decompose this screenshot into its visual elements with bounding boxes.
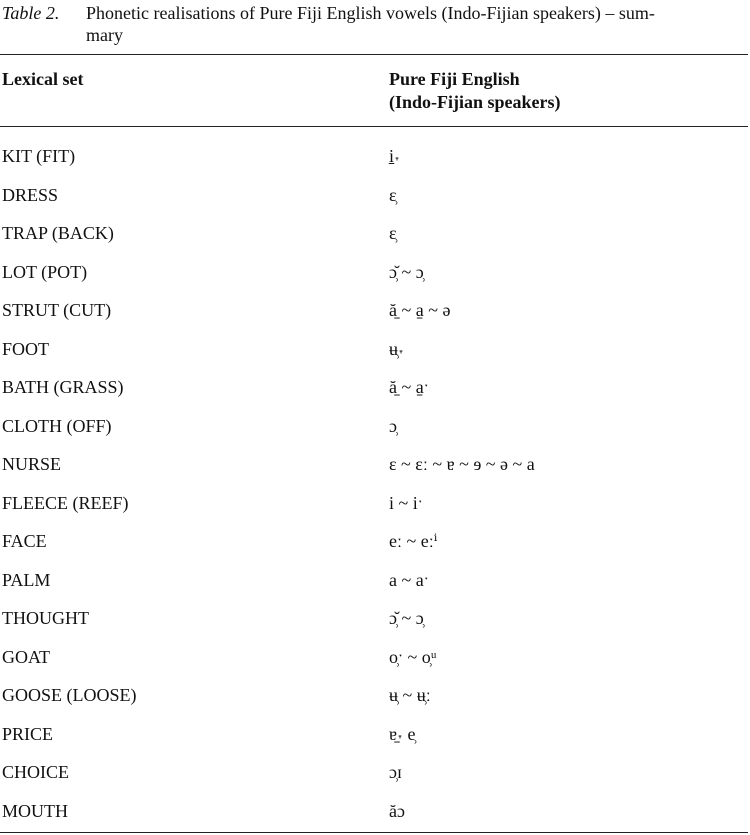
- lexical-set-cell: PRICE: [2, 723, 54, 744]
- realisation-cell: ăɔ: [389, 800, 405, 821]
- lexical-set-cell: FLEECE (REEF): [2, 492, 129, 513]
- realisation-cell: ă̠ ~ a̠ˑ: [389, 377, 429, 397]
- lexical-set-cell: CLOTH (OFF): [2, 415, 112, 436]
- table-row: [0, 255, 748, 294]
- table-row: [0, 486, 748, 525]
- realisation-cell: ɛ̹: [389, 184, 397, 205]
- realisation-cell: ʉ̹˕: [389, 338, 404, 359]
- table-row: [0, 332, 748, 371]
- table-row: [0, 447, 748, 486]
- lexical-set-cell: DRESS: [2, 184, 59, 205]
- table-row: [0, 139, 748, 178]
- caption-text-2: mary: [86, 25, 123, 45]
- realisation-cell: ɔ̹: [389, 415, 397, 436]
- realisation-cell: eː ~ eːⁱ: [389, 531, 438, 551]
- table-row: [0, 524, 748, 563]
- top-rule: [0, 54, 748, 55]
- table-caption: [2, 2, 746, 46]
- lexical-set-cell: GOOSE (LOOSE): [2, 685, 137, 705]
- table-row: [0, 563, 748, 602]
- table-number: Table 2.: [2, 3, 60, 23]
- header-rule: [0, 126, 748, 127]
- header-pure-fiji-english: [389, 68, 561, 114]
- lexical-set-cell: FACE: [2, 531, 47, 551]
- header-lexical-set: Lexical set: [2, 69, 84, 89]
- table-row: [0, 717, 748, 756]
- lexical-set-cell: STRUT (CUT): [2, 300, 112, 320]
- realisation-cell: ɛ ~ ɛː ~ ɐ ~ ɘ ~ ə ~ a: [389, 454, 535, 474]
- table-row: [0, 794, 748, 833]
- table-row: [0, 755, 748, 794]
- lexical-set-cell: KIT (FIT): [2, 146, 76, 166]
- realisation-cell: ʉ̹ ~ ʉ̹ː: [389, 685, 431, 705]
- table-row: [0, 293, 748, 332]
- caption-line-1: [2, 2, 746, 24]
- header-col2-line1: Pure Fiji English: [389, 69, 520, 89]
- bottom-rule: [0, 832, 748, 833]
- lexical-set-cell: LOT (POT): [2, 261, 88, 282]
- lexical-set-cell: MOUTH: [2, 800, 68, 821]
- table-body: [0, 139, 748, 832]
- table-row: [0, 601, 748, 640]
- realisation-cell: a ~ aˑ: [389, 569, 429, 590]
- table-row: [0, 216, 748, 255]
- realisation-cell: o̹ˑ ~ o̹ᵘ: [389, 646, 437, 667]
- lexical-set-cell: CHOICE: [2, 762, 69, 782]
- table-row: [0, 370, 748, 409]
- realisation-cell: ɐ̠˕ e̹: [389, 723, 416, 744]
- header-col2-line2: (Indo-Fijian speakers): [389, 92, 561, 112]
- lexical-set-cell: FOOT: [2, 338, 50, 359]
- realisation-cell: ɔ̹ɪ: [389, 762, 402, 782]
- table-row: [0, 640, 748, 679]
- realisation-cell: ɔ̹̆ ~ ɔ̹: [389, 608, 424, 628]
- lexical-set-cell: TRAP (BACK): [2, 223, 114, 243]
- realisation-cell: ɛ̹: [389, 223, 397, 243]
- realisation-cell: i̠˕: [389, 146, 400, 166]
- table-row: [0, 678, 748, 717]
- lexical-set-cell: THOUGHT: [2, 608, 89, 628]
- realisation-cell: ɔ̹̆ ~ ɔ̹: [389, 261, 424, 282]
- lexical-set-cell: PALM: [2, 569, 51, 590]
- table-row: [0, 409, 748, 448]
- lexical-set-cell: GOAT: [2, 646, 50, 667]
- realisation-cell: i ~ iˑ: [389, 492, 423, 513]
- realisation-cell: ă̠ ~ a̠ ~ ə: [389, 300, 451, 320]
- lexical-set-cell: NURSE: [2, 454, 62, 474]
- lexical-set-cell: BATH (GRASS): [2, 377, 124, 397]
- caption-text-1: Phonetic realisations of Pure Fiji English vowels (Indo-Fijian speakers) – sum-: [86, 3, 655, 23]
- table-row: [0, 178, 748, 217]
